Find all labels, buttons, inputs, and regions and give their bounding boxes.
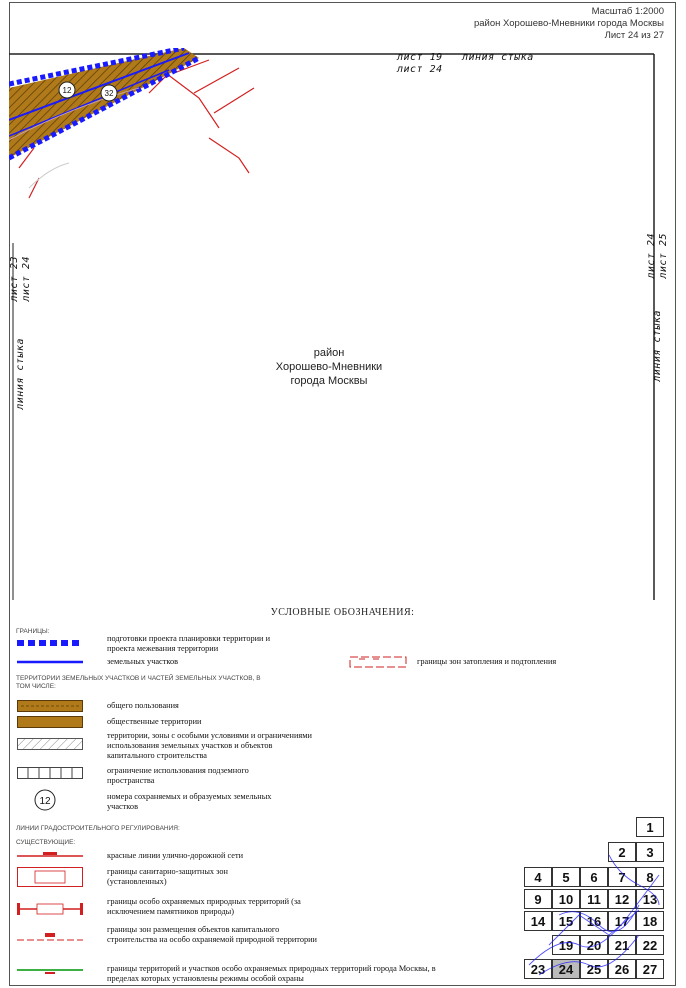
- district-line-2: Хорошево-Мневники: [275, 361, 383, 373]
- sheet-7[interactable]: 7: [608, 867, 636, 887]
- legend-sanitary-zones: границы санитарно-защитных зон (установленных): [107, 867, 228, 886]
- left-sheet-24: лист 24: [21, 256, 32, 302]
- public-use-symbol: [17, 700, 83, 712]
- legend-flood-zones: границы зон затопления и подтопления: [417, 657, 557, 666]
- sheet-23[interactable]: 23: [524, 959, 552, 979]
- legend-special-protection: границы территорий и участков особо охраняемых природных территорий города Москвы, в пределах которых установлены режимы особой охраны: [107, 964, 436, 983]
- sheet-1[interactable]: 1: [636, 817, 664, 837]
- sheet-3[interactable]: 3: [636, 842, 664, 862]
- top-sheet-19: лист 19: [397, 52, 443, 63]
- sheet-2[interactable]: 2: [608, 842, 636, 862]
- left-sheet-23: лист 23: [9, 256, 20, 302]
- sheet-14[interactable]: 14: [524, 911, 552, 931]
- right-sheet-25: лист 25: [658, 233, 669, 279]
- left-join-label: линия стыка: [15, 338, 26, 410]
- borders-heading: ГРАНИЦЫ:: [16, 628, 50, 635]
- sheet-12[interactable]: 12: [608, 889, 636, 909]
- sheet-26[interactable]: 26: [608, 959, 636, 979]
- special-protection-symbol: [17, 967, 83, 975]
- right-join-label: линия стыка: [652, 310, 663, 382]
- existing-heading: СУЩЕСТВУЮЩИЕ:: [16, 839, 76, 846]
- sheet-19[interactable]: 19: [552, 935, 580, 955]
- sheet-20[interactable]: 20: [580, 935, 608, 955]
- legend-land-plots: земельных участков: [107, 657, 179, 666]
- sheet-24-current[interactable]: 24: [552, 959, 580, 979]
- top-sheet-24: лист 24: [397, 64, 443, 75]
- sheet-13[interactable]: 13: [636, 889, 664, 909]
- sheet-10[interactable]: 10: [552, 889, 580, 909]
- land-plot-symbol: [17, 659, 83, 665]
- territories-heading: ТЕРРИТОРИИ ЗЕМЕЛЬНЫХ УЧАСТКОВ И ЧАСТЕЙ ЗЕМЕЛЬНЫХ УЧАСТКОВ, В ТОМ ЧИСЛЕ:: [16, 675, 261, 690]
- legend-protected-areas: границы особо охраняемых природных территорий (за исключением памятников природы): [107, 897, 301, 916]
- svg-text:32: 32: [104, 89, 114, 98]
- capital-construction-symbol: [17, 933, 83, 943]
- svg-text:12: 12: [62, 86, 72, 95]
- flood-zone-symbol: [349, 656, 407, 668]
- sheet-21[interactable]: 21: [608, 935, 636, 955]
- district-line-3: города Москвы: [290, 375, 368, 387]
- top-join-label: линия стыка: [462, 52, 534, 63]
- protected-area-symbol: [17, 903, 83, 915]
- legend-capital-construction: границы зон размещения объектов капитального строительства на особо охраняемой природной территории: [107, 925, 318, 944]
- legend-public-territory: общественные территории: [107, 717, 202, 726]
- red-line-symbol: [17, 852, 83, 860]
- legend-public-use: общего пользования: [107, 701, 179, 710]
- right-sheet-24: лист 24: [646, 233, 657, 279]
- sheet-label: Лист 24 из 27: [604, 30, 664, 41]
- district-line-1: район: [313, 347, 345, 359]
- map-area[interactable]: [9, 48, 669, 600]
- sheet-22[interactable]: 22: [636, 935, 664, 955]
- sheet-4[interactable]: 4: [524, 867, 552, 887]
- contour-arc-2: [29, 163, 69, 188]
- sheet-5[interactable]: 5: [552, 867, 580, 887]
- sheet-16[interactable]: 16: [580, 911, 608, 931]
- district-caption: [249, 346, 409, 388]
- district-label: район Хорошево-Мневники города Москвы: [473, 18, 664, 29]
- sheet-8[interactable]: 8: [636, 867, 664, 887]
- sheet-11[interactable]: 11: [580, 889, 608, 909]
- sheet-27[interactable]: 27: [636, 959, 664, 979]
- public-territory-symbol: [17, 716, 83, 728]
- parcel-number-32: [101, 85, 117, 101]
- regulation-heading: ЛИНИИ ГРАДОСТРОИТЕЛЬНОГО РЕГУЛИРОВАНИЯ:: [16, 825, 180, 832]
- sanitary-zone-symbol: [17, 867, 83, 887]
- sheet-25[interactable]: 25: [580, 959, 608, 979]
- sheet-header: [474, 6, 664, 42]
- restricted-zone-symbol: [17, 738, 83, 750]
- sheet-9[interactable]: 9: [524, 889, 552, 909]
- parcel-number-symbol: [34, 789, 56, 811]
- scale-label: Масштаб 1:2000: [591, 6, 664, 17]
- planning-boundary-symbol: [17, 639, 83, 647]
- legend-parcel-numbers: номера сохраняемых и образуемых земельных участков: [107, 792, 272, 811]
- legend-restricted-zones: территории, зоны с особыми условиями и ограничениями использования земельных участков и объектов капитального строительства: [107, 731, 312, 760]
- sheet-15[interactable]: 15: [552, 911, 580, 931]
- legend-title: УСЛОВНЫЕ ОБОЗНАЧЕНИЯ:: [270, 607, 415, 618]
- legend-planning-boundary: подготовки проекта планировки территории и проекта межевания территории: [107, 634, 271, 653]
- sheet-17[interactable]: 17: [608, 911, 636, 931]
- parcel-number-12: [59, 82, 75, 98]
- map-graphics: [9, 48, 665, 600]
- legend-underground: ограничение использования подземного пространства: [107, 766, 249, 785]
- sheet-6[interactable]: 6: [580, 867, 608, 887]
- underground-symbol: [17, 767, 83, 779]
- sheet-18[interactable]: 18: [636, 911, 664, 931]
- svg-text:12: 12: [39, 796, 51, 807]
- legend-red-lines: красные линии улично-дорожной сети: [107, 851, 244, 860]
- sheet-index: [519, 815, 667, 983]
